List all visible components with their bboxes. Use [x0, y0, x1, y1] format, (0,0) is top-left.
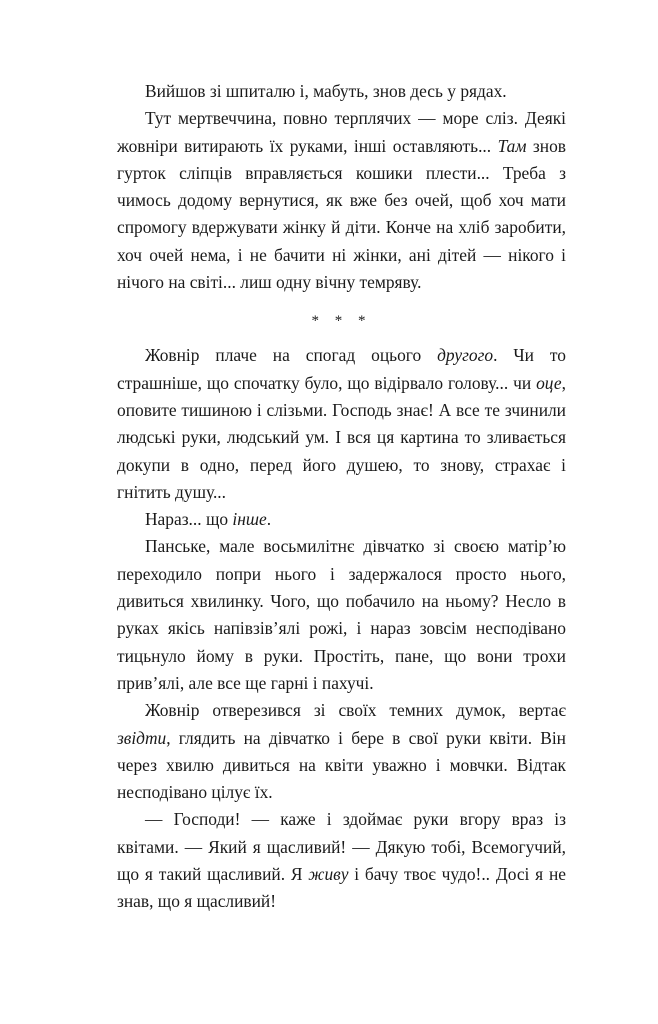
paragraph — [117, 78, 566, 105]
paragraph — [117, 506, 566, 533]
paragraph — [117, 342, 566, 506]
italic-text-run: другого — [437, 345, 494, 366]
text-run: і бачу твоє чудо!.. Досі я не знав, що я щасливий! — [117, 864, 566, 912]
text-run: . Чи то страшніше, що спочатку було, що відірвало голову... чи — [117, 345, 566, 393]
text-run: Нараз... що — [145, 509, 233, 530]
text-run: Панське, мале восьмилітнє дівчатко зі своєю матір’ю переходило попри нього і задержалося просто нього, дивиться хвилинку. Чого, що побачило на ньому? Несло в руках якісь напівзів’ялі рожі, і нараз зовсім несподівано тицьнуло йому в руки. Простіть, пане, що вони трохи прив’ялі, але все ще гарні і пахучі. — [117, 536, 566, 693]
paragraph — [117, 533, 566, 697]
text-run: , глядить на дівчатко і бере в свої руки квіти. Він через хвилю дивиться на квіти уважно і мовчки. Відтак несподівано цілує їх. — [117, 727, 566, 803]
text-run: . — [266, 509, 272, 530]
text-run: , оповите тишиною і слізьми. Господь знає! А все те зчинили людські руки, людський ум. І вся ця картина то зливається докупи в одно, перед його душею, то знову, страхає і гнітить душу... — [117, 372, 566, 502]
text-run: Вийшов зі шпиталю і, мабуть, знов десь у рядах. — [145, 81, 507, 101]
italic-text-run: оце — [536, 372, 562, 393]
text-run: Жовнір плаче на спогад оцього — [145, 345, 438, 366]
text-run: Жовнір отверезився зі своїх темних думок, вертає — [145, 700, 566, 721]
section-separator: * * * — [311, 313, 372, 330]
italic-text-run: звідти — [117, 727, 167, 748]
page-text — [117, 78, 566, 916]
italic-text-run: інше — [232, 509, 267, 530]
italic-text-run: Там — [497, 135, 527, 156]
paragraph — [117, 697, 566, 806]
text-run: — Господи! — каже і здоймає руки вгору враз із квітами. — Який я щасливий! — Дякую тобі, Всемогучий, що я такий щасливий. Я — [117, 809, 566, 885]
italic-text-run: живу — [308, 864, 349, 885]
text-run: Тут мертвеччина, повно терплячих — море сліз. Деякі жовніри витирають їх руками, інші оставляють... — [117, 108, 566, 156]
text-run: знов гурток сліпців вправляється кошики плести... Треба з чимось додому вернутися, як вже без очей, щоб хоч мати спромогу вдержувати жінку й діти. Конче на хліб заробити, хоч очей нема, і не бачити ні жінки, ані дітей — нікого і нічого на світі... лиш одну вічну темряву. — [117, 135, 566, 293]
paragraph — [117, 105, 566, 296]
paragraph — [117, 806, 566, 915]
